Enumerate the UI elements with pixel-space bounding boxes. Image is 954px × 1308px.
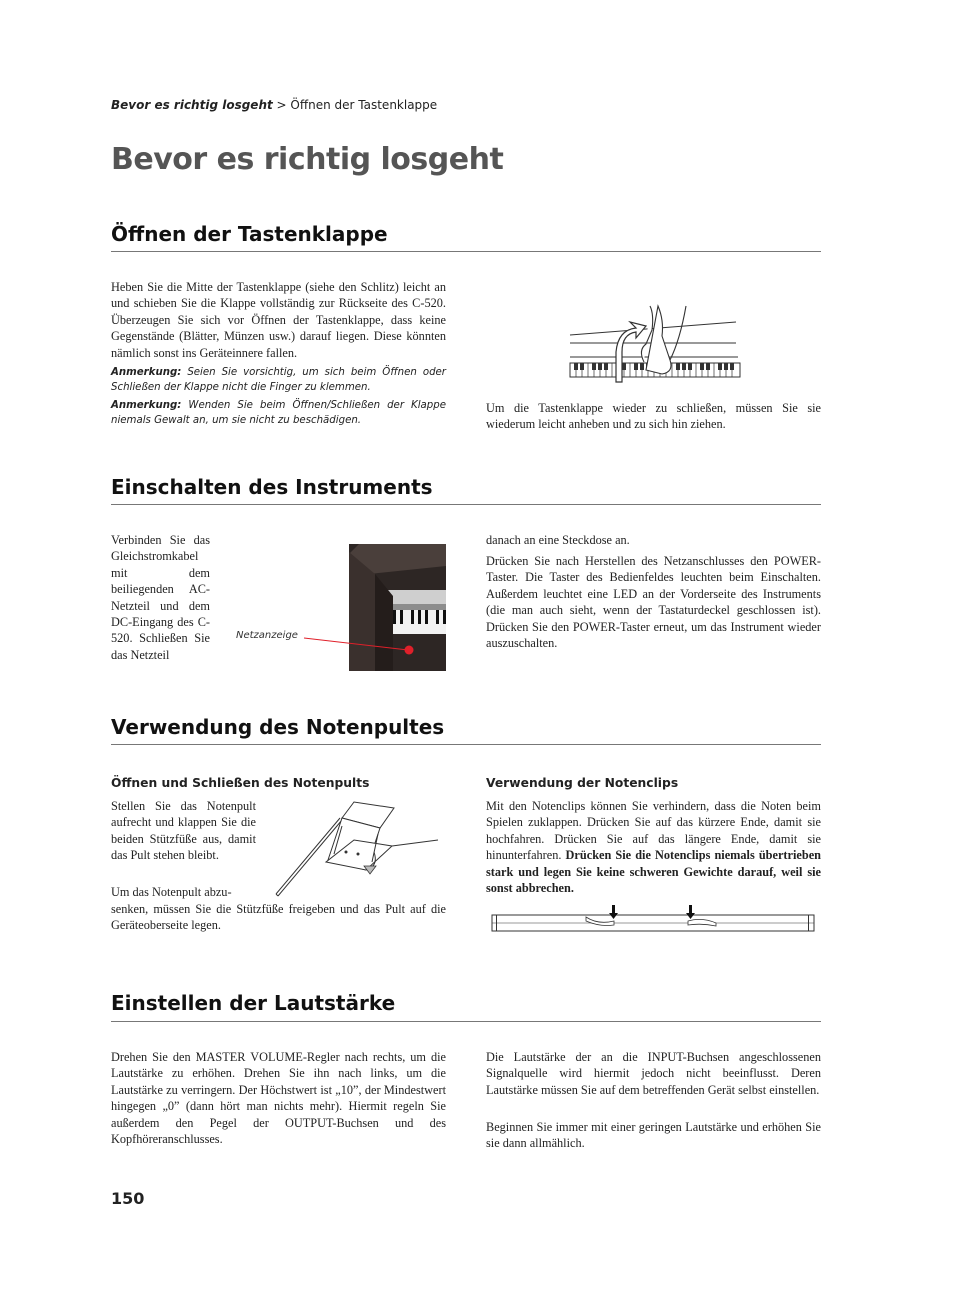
power-right-p2: Drücken Sie nach Herstellen des Netzanschlusses den POWER-Taster. Die Taster des Bedienfeldes leuchten beim Einschalten. Außerdem leuchtet eine LED an der Vorderseite des Instruments (die man auch sieht, wenn der Tastaturdeckel geschlossen ist). Drücken Sie den POWER-Taster erneut, um das Instrument wieder auszuschalten.: [486, 554, 821, 651]
section-heading-volume: Einstellen der Lautstärke: [111, 991, 396, 1015]
volume-right-p2: Beginnen Sie immer mit einer geringen Lautstärke und erhöhen Sie sie dann allmählich.: [486, 1120, 821, 1151]
section-heading-lid: Öffnen der Tastenklappe: [111, 222, 388, 246]
page-title: Bevor es richtig losgeht: [111, 142, 504, 177]
page-number: 150: [111, 1189, 145, 1208]
noteclips-body: Mit den Notenclips können Sie verhindern, dass die Noten beim Spielen zuklappen. Drücken Sie auf das kürzere Ende, damit sie hochfahren. Drücken Sie auf das längere Ende, damit sie hinunterfahren.: [486, 799, 821, 863]
breadcrumb-separator: >: [272, 98, 291, 112]
note-label: Anmerkung:: [111, 367, 182, 378]
lid-note-2: [111, 398, 446, 428]
note-text: Wenden Sie beim Öffnen/Schließen der Klappe niemals Gewalt an, um sie nicht zu beschädigen.: [111, 400, 446, 426]
section-rule: [111, 1021, 821, 1022]
power-right-p1: danach an eine Steckdose an.: [486, 533, 630, 547]
lid-illustration: [566, 300, 742, 388]
lid-body: Heben Sie die Mitte der Tastenklappe (siehe den Schlitz) leicht an und schieben Sie die Klappe vollständig zur Rückseite des C-520. Überzeugen Sie sich vor Öffnen der Tastenklappe, dass keine Gegenstände (Blätter, Münzen usw.) darauf liegen. Diese könnten nämlich sonst ins Geräteinnere fallen.: [111, 280, 446, 360]
power-left-text: Verbinden Sie das Gleichstromkabel mit dem beiliegenden AC-Netzteil und dem DC-Eingang des C-520. Schließen Sie das Netzteil: [111, 533, 210, 662]
lid-right-text: Um die Tastenklappe wieder zu schließen, müssen Sie sie wiederum leicht anheben und zu sich hin ziehen.: [486, 401, 821, 432]
subheading-noteclips: Verwendung der Notenclips: [486, 776, 679, 790]
noteclips-text: [486, 798, 821, 896]
breadcrumb-page[interactable]: Öffnen der Tastenklappe: [290, 98, 438, 112]
note-label: Anmerkung:: [111, 400, 182, 411]
volume-right-p1: Die Lautstärke der an die INPUT-Buchsen angeschlossenen Signalquelle wird hiermit jedoch nicht beeinflusst. Deren Lautstärke müssen Sie auf dem betreffenden Gerät selbst einstellen.: [486, 1050, 821, 1097]
stand-p1: Stellen Sie das Notenpult aufrecht und klappen Sie die beiden Stützfüße aus, damit das Pult stehen bleibt.: [111, 799, 256, 863]
section-rule: [111, 251, 821, 252]
section-rule: [111, 504, 821, 505]
breadcrumb: [111, 98, 437, 112]
lid-note-1: [111, 365, 446, 395]
breadcrumb-section[interactable]: Bevor es richtig losgeht: [111, 98, 273, 112]
music-stand-illustration: [274, 790, 440, 900]
callout-line: [300, 630, 420, 660]
section-heading-stand: Verwendung des Notenpultes: [111, 715, 445, 739]
volume-left-text: Drehen Sie den MASTER VOLUME-Regler nach rechts, um die Lautstärke zu erhöhen. Drehen Sie ihn nach links, um die Lautstärke zu verringern. Der Höchstwert ist „10”, der Mindestwert hingegen „0” (dann hört man nichts mehr). Hiermit regeln Sie außerdem den Pegel der OUTPUT-Buchsen und des Kopfhöreranschlusses.: [111, 1050, 446, 1147]
noteclip-illustration: [490, 903, 816, 933]
stand-p2b: senken, müssen Sie die Stützfüße freigeben und das Pult auf die Geräteoberseite legen.: [111, 902, 446, 933]
noteclips-warning: Drücken Sie die Notenclips niemals übertrieben stark und legen Sie keine schweren Gewichte darauf, weil sie sonst abbrechen.: [486, 848, 821, 896]
subheading-stand-open: Öffnen und Schließen des Notenpults: [111, 776, 370, 790]
callout-netzanzeige: Netzanzeige: [236, 630, 298, 641]
stand-p2a: Um das Notenpult abzu-: [111, 885, 232, 899]
section-heading-power: Einschalten des Instruments: [111, 475, 433, 499]
note-text: Seien Sie vorsichtig, um sich beim Öffnen oder Schließen der Klappe nicht die Finger zu klemmen.: [111, 367, 446, 393]
section-rule: [111, 744, 821, 745]
